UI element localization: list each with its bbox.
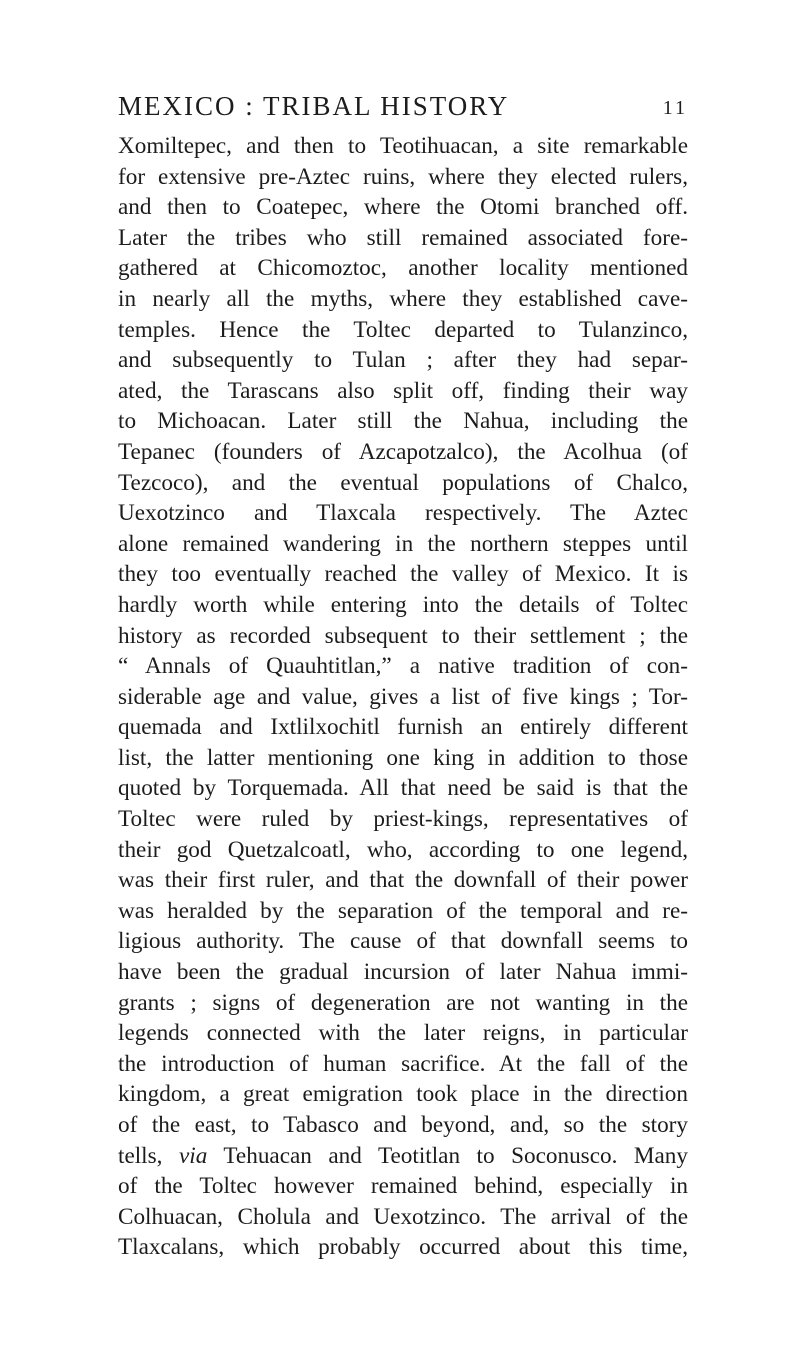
text-line-34	[118, 1141, 688, 1172]
body-text	[118, 131, 688, 1263]
text-segment-tells: tells,	[118, 1142, 163, 1169]
text-line-22: quoted by Torquemada. All that need be said is that the	[118, 775, 688, 802]
text-line-26: was heralded by the separation of the temporal and re-	[118, 897, 688, 924]
text-line-15: they too eventually reached the valley of Mexico. It is	[118, 561, 688, 588]
running-head	[118, 86, 688, 126]
text-line-9: ated, the Tarascans also split off, finding their way	[118, 377, 688, 404]
text-line-20: quemada and Ixtlilxochitl furnish an entirely different	[118, 714, 688, 741]
text-line-32: kingdom, a great emigration took place in the direction	[118, 1081, 688, 1108]
text-line-10: to Michoacan. Later still the Nahua, including the	[118, 408, 688, 435]
text-line-33: of the east, to Tabasco and beyond, and, so the story	[118, 1112, 688, 1138]
italic-via: via	[178, 1142, 208, 1169]
text-line-7: temples. Hence the Toltec departed to Tulanzinco,	[118, 316, 688, 343]
text-line-14: alone remained wandering in the northern steppes until	[118, 530, 688, 557]
text-line-2: for extensive pre-Aztec ruins, where they elected rulers,	[118, 163, 688, 190]
text-line-13: Uexotzinco and Tlaxcala respectively. The Aztec	[118, 500, 688, 527]
text-line-18: “ Annals of Quauhtitlan,” a native tradition of con-	[118, 653, 688, 680]
page-number: 11	[662, 97, 688, 119]
text-line-35: of the Toltec however remained behind, especially in	[118, 1173, 688, 1200]
text-line-36: Colhuacan, Cholula and Uexotzinco. The arrival of the	[118, 1203, 688, 1230]
text-line-29: grants ; signs of degeneration are not wanting in the	[118, 989, 688, 1016]
text-line-12: Tezcoco), and the eventual populations of Chalco,	[118, 469, 688, 496]
text-line-19: siderable age and value, gives a list of five kings ; Tor-	[118, 683, 688, 710]
text-line-31: the introduction of human sacrifice. At the fall of the	[118, 1050, 688, 1077]
text-line-30: legends connected with the later reigns, in particular	[118, 1020, 688, 1047]
text-line-8: and subsequently to Tulan ; after they had separ-	[118, 347, 688, 374]
text-line-25: was their first ruler, and that the downfall of their power	[118, 867, 688, 894]
text-line-4: Later the tribes who still remained associated fore-	[118, 224, 688, 251]
text-line-5: gathered at Chicomoztoc, another locality mentioned	[118, 255, 688, 282]
running-title: MEXICO : TRIBAL HISTORY	[118, 91, 510, 121]
text-line-28: have been the gradual incursion of later Nahua immi-	[118, 959, 688, 986]
text-line-17: history as recorded subsequent to their settlement ; the	[118, 622, 688, 649]
text-segment-tehuacan: Tehuacan and Teotitlan to Soconusco. Many	[223, 1142, 688, 1169]
text-line-21: list, the latter mentioning one king in addition to those	[118, 744, 688, 771]
text-line-24: their god Quetzalcoatl, who, according to one legend,	[118, 836, 688, 863]
text-line-37: Tlaxcalans, which probably occurred about this time,	[118, 1234, 688, 1261]
text-line-23: Toltec were ruled by priest-kings, representatives of	[118, 806, 688, 833]
text-line-27: ligious authority. The cause of that downfall seems to	[118, 928, 688, 955]
text-line-11: Tepanec (founders of Azcapotzalco), the Acolhua (of	[118, 438, 688, 465]
text-line-1: Xomiltepec, and then to Teotihuacan, a site remarkable	[118, 133, 688, 159]
text-line-6: in nearly all the myths, where they established cave-	[118, 285, 688, 312]
text-line-16: hardly worth while entering into the details of Toltec	[118, 591, 688, 618]
text-line-3: and then to Coatepec, where the Otomi branched off.	[118, 194, 688, 221]
